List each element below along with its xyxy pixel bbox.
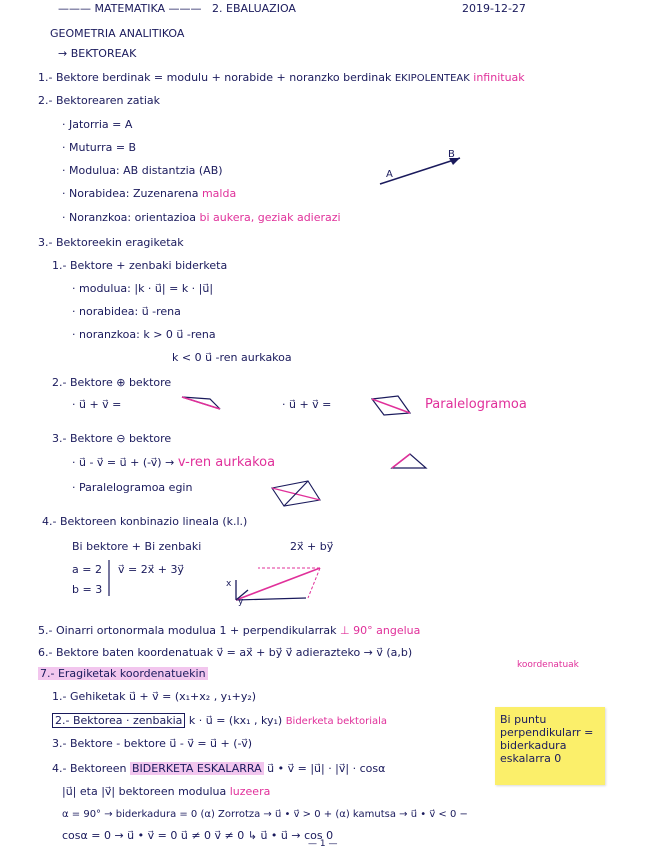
- line-3-3b: · Paralelogramoa egin: [72, 481, 193, 494]
- line-1-caps: EKIPOLENTEAK: [394, 73, 470, 84]
- section-title: → BEKTOREAK: [58, 47, 137, 60]
- line-7: [38, 667, 208, 680]
- line-7-3: 3.- Bektore - bektore u⃗ - v⃗ = u⃗ + (-v⃗): [52, 737, 253, 750]
- page-title: GEOMETRIA ANALITIKOA: [50, 27, 185, 40]
- line-1: [38, 71, 525, 85]
- parallelogram-figure: [370, 393, 415, 417]
- line-7-6: α = 90° → biderkadura = 0 (α) Zorrotza → u⃗ • v⃗ > 0 + (α) kamutsa → u⃗ • v⃗ < 0 −: [62, 809, 468, 820]
- line-3-1: 1.- Bektore + zenbaki biderketa: [52, 259, 228, 272]
- sticky-line-4: eskalarra 0: [500, 752, 562, 765]
- line-6: 6.- Bektore baten koordenatuak v⃗ = ax⃗ + by⃗ v⃗ adierazteko → v⃗ (a,b): [38, 646, 413, 659]
- line-3-2-parallelogram: Paralelogramoa: [425, 397, 527, 412]
- difference-triangle-figure: [390, 452, 430, 472]
- line-4a-left: Bi bektore + Bi zenbaki: [72, 540, 202, 553]
- line-7-4-highlight: BIDERKETA ESKALARRA: [131, 762, 262, 775]
- sticky-line-1: Bi puntu: [500, 713, 547, 726]
- line-7-4-text: 4.- Bektoreen: [52, 762, 127, 775]
- line-3-1c: · noranzkoa: k > 0 u⃗ -rena: [72, 328, 216, 341]
- header-evaluation: 2. EBALUAZIOA: [212, 2, 296, 15]
- sticky-line-3: biderkadura: [500, 739, 567, 752]
- line-3-3a-pink: v-ren aurkakoa: [177, 455, 276, 470]
- line-2a: · Jatorria = A: [62, 118, 133, 131]
- section-label: BEKTOREAK: [70, 47, 137, 60]
- line-5-pink: ⊥ 90° angelua: [340, 624, 421, 637]
- line-2d-text: · Norabidea: Zuzenarena: [62, 187, 199, 200]
- page-number: — 1 —: [308, 839, 338, 849]
- vector-a-label: A: [386, 169, 393, 180]
- line-7-2-pink: Biderketa bektoriala: [285, 716, 388, 727]
- header-subject: MATEMATIKA: [94, 2, 166, 15]
- line-3-1d: k < 0 u⃗ -ren aurkakoa: [172, 351, 292, 364]
- fig4-x-label: x: [226, 579, 232, 589]
- line-7-2-box: 2.- Bektorea · zenbakia: [52, 713, 185, 728]
- line-3-2: 2.- Bektore ⊕ bektore: [52, 376, 172, 389]
- line-7-4: [52, 762, 385, 775]
- line-7-5: [62, 785, 270, 798]
- header-line: ——— MATEMATIKA ——— 2. EBALUAZIOA: [58, 2, 296, 15]
- line-2c: · Modulua: AB distantzia (AB): [62, 164, 223, 177]
- line-4b-a: a = 2: [72, 563, 102, 576]
- line-1-text: 1.- Bektore berdinak = modulu + norabide + noranzko berdinak: [38, 71, 392, 84]
- line-3-2a: · u⃗ + v⃗ =: [72, 398, 122, 411]
- header-date: 2019-12-27: [462, 2, 526, 15]
- fig4-y-label: y: [238, 597, 244, 607]
- line-2b: · Muturra = B: [62, 141, 137, 154]
- line-7-2: [52, 714, 387, 728]
- bracket-line: [108, 560, 112, 598]
- line-2e-text: · Noranzkoa: orientazioa: [62, 211, 197, 224]
- line-4a-right: 2x⃗ + by⃗: [290, 540, 334, 553]
- line-2: 2.- Bektorearen zatiak: [38, 94, 160, 107]
- line-4: 4.- Bektoreen konbinazio lineala (k.l.): [42, 515, 248, 528]
- vector-b-label: B: [448, 149, 455, 160]
- line-3-3: 3.- Bektore ⊖ bektore: [52, 432, 172, 445]
- line-3-2b: · u⃗ + v⃗ =: [282, 398, 332, 411]
- line-1-pink: infinituak: [473, 71, 525, 84]
- line-4b-b: b = 3: [72, 583, 103, 596]
- line-5: [38, 624, 420, 637]
- line-4b-equation: v⃗ = 2x⃗ + 3y⃗: [118, 563, 184, 576]
- line-6-pink: koordenatuak: [517, 660, 579, 670]
- line-7-4-equation: u⃗ • v⃗ = |u⃗| · |v⃗| · cosα: [267, 762, 386, 775]
- line-3-1a: · modulua: |k · u⃗| = k · |u⃗|: [72, 282, 214, 295]
- difference-parallelogram-figure: [268, 478, 328, 510]
- line-2d-pink: malda: [201, 187, 237, 200]
- line-2e-pink: bi aukera, geziak adierazi: [199, 211, 341, 224]
- line-3: 3.- Bektoreekin eragiketak: [38, 236, 184, 249]
- line-2d: [62, 187, 236, 200]
- line-3-3a-text: · u⃗ - v⃗ = u⃗ + (-v⃗) →: [72, 456, 175, 469]
- sticky-line-2: perpendikularr =: [500, 726, 594, 739]
- line-3-1b: · norabidea: u⃗ -rena: [72, 305, 181, 318]
- line-5-text: 5.- Oinarri ortonormala modulua 1 + perpendikularrak: [38, 624, 337, 637]
- line-7-text: 7.- Eragiketak koordenatuekin: [40, 667, 206, 680]
- line-7-7: cosα = 0 → u⃗ • v⃗ = 0 u⃗ ≠ 0 v⃗ ≠ 0 ↳ u⃗ • u⃗ → cos 0: [62, 829, 334, 842]
- line-7-2-text: k · u⃗ = (kx₁ , ky₁): [188, 714, 283, 727]
- sum-triangle-figure: [180, 393, 225, 415]
- line-2e: [62, 211, 341, 224]
- line-3-3a: [72, 456, 275, 469]
- line-7-5-text: |u⃗| eta |v⃗| bektoreen modulua: [62, 785, 227, 798]
- sticky-note: [495, 707, 605, 785]
- line-7-1: 1.- Gehiketak u⃗ + v⃗ = (x₁+x₂ , y₁+y₂): [52, 690, 257, 703]
- line-7-5-pink: luzeera: [229, 785, 271, 798]
